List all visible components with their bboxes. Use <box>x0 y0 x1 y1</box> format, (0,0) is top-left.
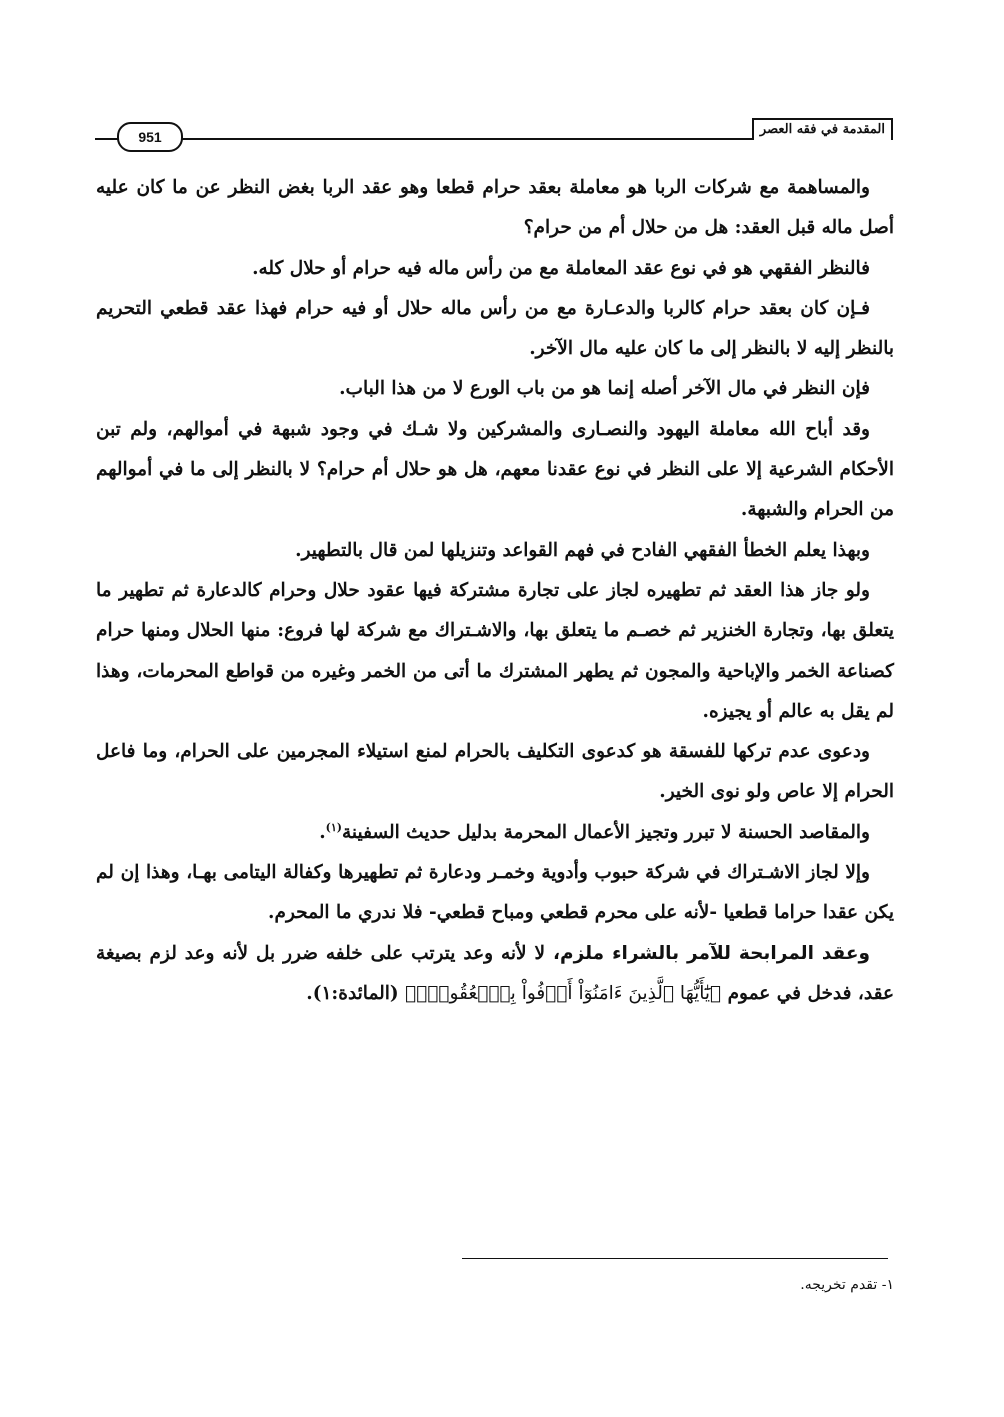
footnote-separator <box>462 1258 888 1259</box>
verse-citation: (المائدة:١). <box>306 982 406 1004</box>
paragraph <box>96 813 894 853</box>
paragraph: فالنظر الفقهي هو في نوع عقد المعاملة مع من رأس ماله فيه حرام أو حلال كله. <box>252 257 870 279</box>
book-title: المقدمة في فقه العصر <box>752 118 893 140</box>
paragraph-end: . <box>319 821 326 843</box>
paragraph: والمساهمة مع شركات الربا هو معاملة بعقد حرام قطعا وهو عقد الربا بغض النظر عن ما كان عليه أصل ماله قبل العقد: هل من حلال أم من حرام؟ <box>96 177 894 239</box>
footnote <box>800 1275 894 1295</box>
page-number: 951 <box>117 122 183 152</box>
paragraph: ولو جاز هذا العقد ثم تطهيره لجاز على تجارة مشتركة فيها عقود حلال وحرام كالدعارة ثم تطهير ما يتعلق بها، وتجارة الخنزير ثم خصـم ما يتعلق بها، والاشـتراك مع شركة لها فروع: منها الحلال ومنها حرام كصناعة الخمر والإباحية والمجون ثم يطهر المشترك ما أتى من الخمر وغيره من قواطع المحرمات، وهذا لم يقل به عالم أو يجيزه. <box>96 579 894 722</box>
paragraph <box>96 934 894 1015</box>
paragraph: فإن النظر في مال الآخر أصله إنما هو من باب الورع لا من هذا الباب. <box>339 378 870 400</box>
footnote-reference[interactable]: (١) <box>325 820 343 834</box>
paragraph-text: لا لأنه وعد يترتب على خلفه ضرر بل لأنه وعد لزم بصيغة عقد، فدخل في عموم <box>96 942 894 1004</box>
key-term: وعقد المرابحة للآمر بالشراء ملزم، <box>553 942 870 964</box>
paragraph: ودعوى عدم تركها للفسقة هو كدعوى التكليف بالحرام لمنع استيلاء المجرمين على الحرام، وما فاعل الحرام إلا عاص ولو نوى الخير. <box>96 741 894 803</box>
main-text <box>96 168 894 1014</box>
footnote-marker: ١- <box>881 1277 894 1293</box>
paragraph: وبهذا يعلم الخطأ الفقهي الفادح في فهم القواعد وتنزيلها لمن قال بالتطهير. <box>295 539 870 561</box>
paragraph: وإلا لجاز الاشـتراك في شركة حبوب وأدوية وخمـر ودعارة ثم تطهيرها وكفالة اليتامى بهـا، وهذا إن لم يكن عقدا حراما قطعيا -لأنه على محرم قطعي ومباح قطعي- فلا ندري ما المحرم. <box>96 862 894 924</box>
paragraph: وقد أباح الله معاملة اليهود والنصـارى والمشركين ولا شـك في وجود شبهة في أموالهم، ولم تبن الأحكام الشرعية إلا على النظر في نوع عقدنا معهم، هل هو حلال أم حرام؟ لا بالنظر إلى ما في أموالهم من الحرام والشبهة. <box>96 418 894 521</box>
page-header <box>95 117 893 147</box>
quran-verse: ﴿يَٰٓأَيُّهَا ٱلَّذِينَ ءَامَنُوٓاْ أَوۡفُواْ بِٱلۡعُقُودِۚ﴾ <box>405 982 722 1004</box>
paragraph: فـإن كان بعقد حرام كالربا والدعـارة مع من رأس ماله حلال أو فيه حرام فهذا عقد قطعي التحريم بالنظر إليه لا بالنظر إلى ما كان عليه مال الآخر. <box>96 297 894 360</box>
paragraph-text: والمقاصد الحسنة لا تبرر وتجيز الأعمال المحرمة بدليل حديث السفينة <box>342 821 870 843</box>
footnote-text: تقدم تخريجه. <box>800 1277 878 1293</box>
